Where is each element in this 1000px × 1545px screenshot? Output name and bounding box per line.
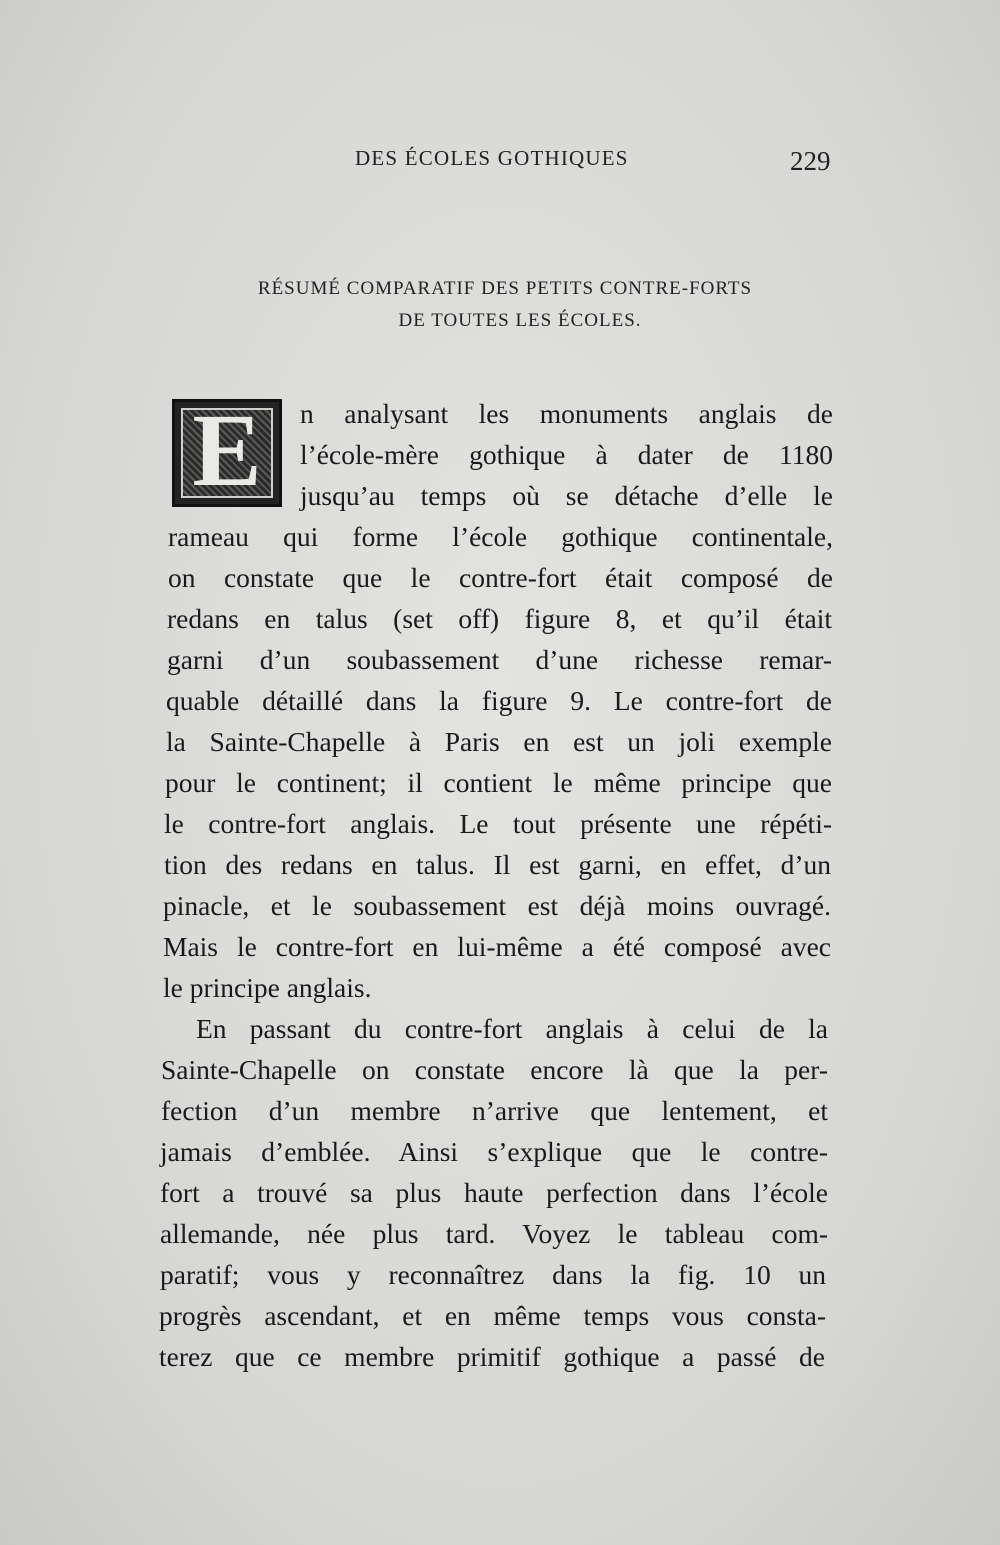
text-line: fort a trouvé sa plus haute perfection dans l’école xyxy=(160,1177,828,1208)
text-line: En passant du contre-fort anglais à celui de la xyxy=(196,1013,828,1044)
running-head: DES ÉCOLES GOTHIQUES xyxy=(355,146,629,170)
text-line: paratif; vous y reconnaîtrez dans la fig. 10 un xyxy=(160,1259,826,1290)
text-line: pinacle, et le soubassement est déjà moins ouvragé. xyxy=(163,890,831,921)
text-line: redans en talus (set off) figure 8, et qu’il était xyxy=(167,603,832,634)
ornamental-drop-cap xyxy=(172,393,282,508)
text-line: Mais le contre-fort en lui-même a été composé avec xyxy=(163,931,831,962)
text-line: la Sainte-Chapelle à Paris en est un joli exemple xyxy=(166,726,832,757)
drop-cap-letter: E xyxy=(192,393,262,508)
text-line: garni d’un soubassement d’une richesse remar- xyxy=(167,644,832,675)
text-line: Sainte-Chapelle on constate encore là que la per- xyxy=(161,1054,828,1085)
text-line: n analysant les monuments anglais de xyxy=(300,398,833,429)
text-line: fection d’un membre n’arrive que lentement, et xyxy=(161,1095,828,1126)
text-line: le contre-fort anglais. Le tout présente une répéti- xyxy=(164,808,832,839)
text-line: tion des redans en talus. Il est garni, en effet, d’un xyxy=(164,849,831,880)
text-line: allemande, née plus tard. Voyez le tableau com- xyxy=(160,1218,828,1249)
text-line: progrès ascendant, et en même temps vous consta- xyxy=(159,1300,826,1331)
text-line: quable détaillé dans la figure 9. Le contre-fort de xyxy=(166,685,832,716)
section-title-line-2: DE TOUTES LES ÉCOLES. xyxy=(398,310,642,331)
section-title-line-1: RÉSUMÉ COMPARATIF DES PETITS CONTRE-FORTS xyxy=(257,278,753,299)
text-line: jamais d’emblée. Ainsi s’explique que le contre- xyxy=(160,1136,828,1167)
text-line: rameau qui forme l’école gothique continentale, xyxy=(168,521,833,552)
page-number: 229 xyxy=(790,146,831,176)
text-line: jusqu’au temps où se détache d’elle le xyxy=(300,480,833,511)
text-line: l’école-mère gothique à dater de 1180 xyxy=(300,439,833,470)
text-line: terez que ce membre primitif gothique a passé de xyxy=(159,1341,825,1372)
text-line: pour le continent; il contient le même principe que xyxy=(165,767,832,798)
text-line: on constate que le contre-fort était composé de xyxy=(168,562,833,593)
text-line: le principe anglais. xyxy=(163,972,372,1003)
